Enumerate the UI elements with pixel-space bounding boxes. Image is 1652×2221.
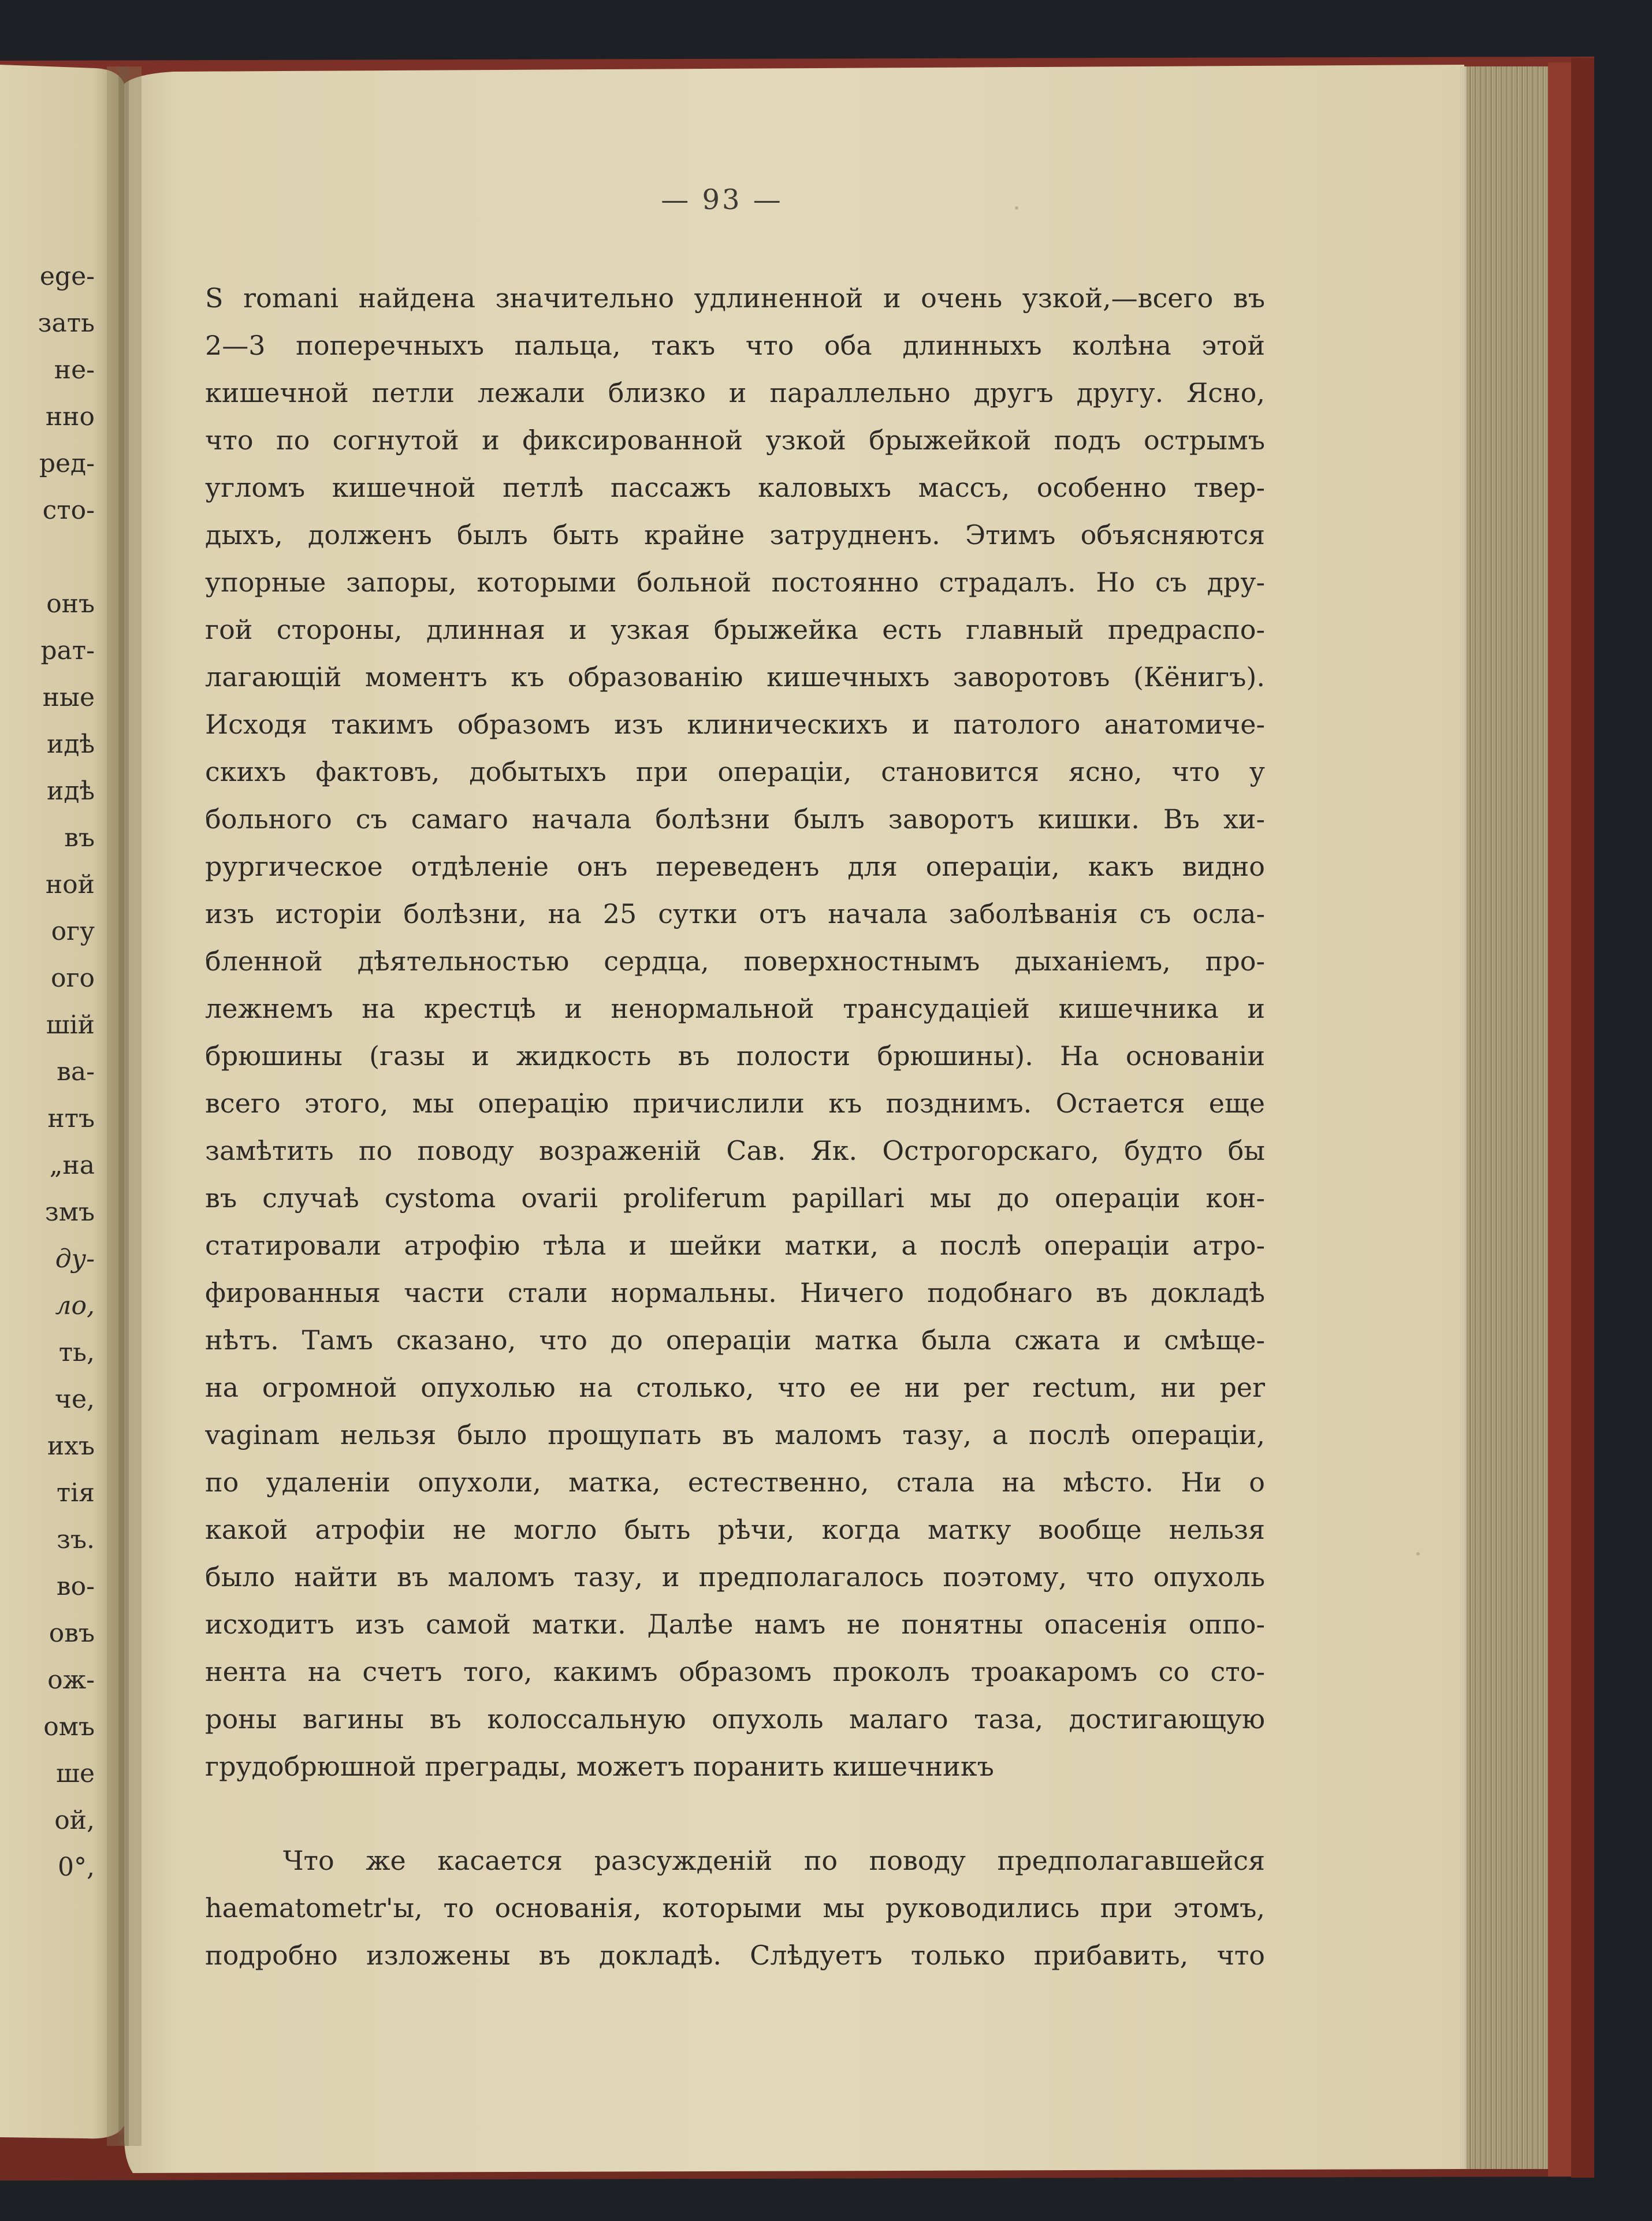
verso-fragment: ло,: [55, 1291, 95, 1320]
verso-text-fragments: [0, 253, 97, 1891]
verso-fragment: омъ: [43, 1712, 95, 1742]
text-line: грудобрюшной преграды, можетъ поранить кишечникъ: [205, 1751, 994, 1782]
text-line: въ случаѣ cystoma ovarii proliferum papillari мы до операціи кон-: [205, 1182, 1265, 1214]
verso-fragment: идѣ: [47, 730, 95, 759]
page-number: — 93 —: [661, 184, 783, 216]
verso-fragment: [0, 534, 97, 581]
text-line: исходитъ изъ самой матки. Далѣе намъ не понятны опасенія оппо-: [205, 1609, 1265, 1640]
verso-fragment: во-: [56, 1572, 95, 1601]
text-line: лежнемъ на крестцѣ и ненормальной трансудаціей кишечника и: [205, 993, 1265, 1024]
verso-fragment: въ: [64, 823, 95, 853]
text-line: нента на счетъ того, какимъ образомъ проколъ троакаромъ со сто-: [205, 1656, 1265, 1687]
verso-fragment: идѣ: [47, 776, 95, 806]
verso-fragment: змъ: [44, 1197, 95, 1227]
main-paragraph: [205, 274, 1265, 1790]
verso-fragment: ть,: [58, 1338, 95, 1367]
text-line: haematometr'ы, то основанія, которыми мы руководились при этомъ,: [205, 1892, 1265, 1924]
text-line: Что же касается разсужденій по поводу предполагавшейся: [283, 1845, 1265, 1876]
text-line: кишечной петли лежали близко и параллельно другъ другу. Ясно,: [205, 377, 1265, 408]
verso-fragment: зъ.: [57, 1525, 95, 1554]
text-line: рургическое отдѣленіе онъ переведенъ для операціи, какъ видно: [205, 851, 1265, 882]
text-line: гой стороны, длинная и узкая брыжейка есть главный предраспо-: [205, 614, 1265, 645]
text-line: статировали атрофію тѣла и шейки матки, а послѣ операціи атро-: [205, 1230, 1265, 1261]
text-line: фированныя части стали нормальны. Ничего подобнаго въ докладѣ: [205, 1277, 1265, 1308]
verso-fragment: ду-: [55, 1244, 95, 1274]
verso-fragment: онъ: [46, 589, 95, 619]
verso-fragment: ой,: [54, 1806, 95, 1835]
verso-fragment: „на: [49, 1151, 95, 1180]
verso-fragment: ихъ: [47, 1431, 95, 1461]
text-line: скихъ фактовъ, добытыхъ при операціи, становится ясно, что у: [205, 756, 1265, 787]
verso-fragment: ege-: [39, 262, 95, 291]
text-line: всего этого, мы операцію причислили къ позднимъ. Остается еще: [205, 1088, 1265, 1119]
text-line: роны вагины въ колоссальную опухоль малаго таза, достигающую: [205, 1703, 1265, 1735]
text-line: 2—3 поперечныхъ пальца, такъ что оба длинныхъ колѣна этой: [205, 330, 1265, 361]
verso-fragment: ого: [50, 963, 95, 993]
text-line: нѣтъ. Тамъ сказано, что до операціи матка была сжата и смѣще-: [205, 1325, 1265, 1356]
text-line: угломъ кишечной петлѣ пассажъ каловыхъ массъ, особенно твер-: [205, 472, 1265, 503]
text-line: дыхъ, долженъ былъ быть крайне затрудненъ. Этимъ объясняются: [205, 519, 1265, 550]
text-line: упорные запоры, которыми больной постоянно страдалъ. Но съ дру-: [205, 567, 1265, 598]
text-line: vaginam нельзя было прощупать въ маломъ тазу, а послѣ операціи,: [205, 1419, 1265, 1450]
verso-fragment: че,: [54, 1385, 95, 1414]
text-line: S romani найдена значительно удлиненной и очень узкой,—всего въ: [205, 282, 1265, 314]
verso-fragment: ож-: [47, 1665, 95, 1695]
verso-fragment: ва-: [57, 1057, 95, 1087]
text-line: Исходя такимъ образомъ изъ клиническихъ и патолого анатомиче-: [205, 709, 1265, 740]
text-line: замѣтить по поводу возраженій Сав. Як. Острогорскаго, будто бы: [205, 1135, 1265, 1166]
text-line: было найти въ маломъ тазу, и предполагалось поэтому, что опухоль: [205, 1561, 1265, 1593]
verso-fragment: нно: [45, 402, 95, 431]
verso-fragment: шій: [46, 1010, 95, 1040]
verso-fragment: рат-: [40, 636, 95, 665]
verso-fragment: ные: [42, 683, 95, 712]
text-line: брюшины (газы и жидкость въ полости брюшины). На основаніи: [205, 1040, 1265, 1072]
verso-fragment: 0°,: [58, 1852, 95, 1882]
text-line: лагающій моментъ къ образованію кишечныхъ заворотовъ (Кёнигъ).: [205, 661, 1265, 693]
verso-fragment: тія: [56, 1478, 95, 1508]
verso-fragment: овъ: [49, 1619, 95, 1648]
verso-fragment: нтъ: [47, 1104, 95, 1133]
second-paragraph: [205, 1837, 1265, 1979]
verso-fragment: ше: [56, 1759, 95, 1788]
text-line: изъ исторіи болѣзни, на 25 сутки отъ начала заболѣванія съ осла-: [205, 898, 1265, 929]
text-line: больного съ самаго начала болѣзни былъ заворотъ кишки. Въ хи-: [205, 803, 1265, 835]
text-line: бленной дѣятельностью сердца, поверхностнымъ дыханіемъ, про-: [205, 946, 1265, 977]
text-line: какой атрофіи не могло быть рѣчи, когда матку вообще нельзя: [205, 1514, 1265, 1545]
text-line: подробно изложены въ докладѣ. Слѣдуетъ только прибавить, что: [205, 1940, 1265, 1971]
verso-fragment: огу: [51, 917, 95, 946]
verso-fragment: сто-: [42, 496, 95, 525]
text-line: что по согнутой и фиксированной узкой брыжейкой подъ острымъ: [205, 425, 1265, 456]
text-line: по удаленіи опухоли, матка, естественно, стала на мѣсто. Ни о: [205, 1467, 1265, 1498]
verso-fragment: ред-: [39, 449, 95, 478]
verso-fragment: зать: [38, 308, 95, 338]
verso-fragment: ной: [45, 870, 95, 899]
text-line: на огромной опухолью на столько, что ее ни per rectum, ни per: [205, 1372, 1265, 1403]
verso-fragment: не-: [54, 355, 95, 385]
